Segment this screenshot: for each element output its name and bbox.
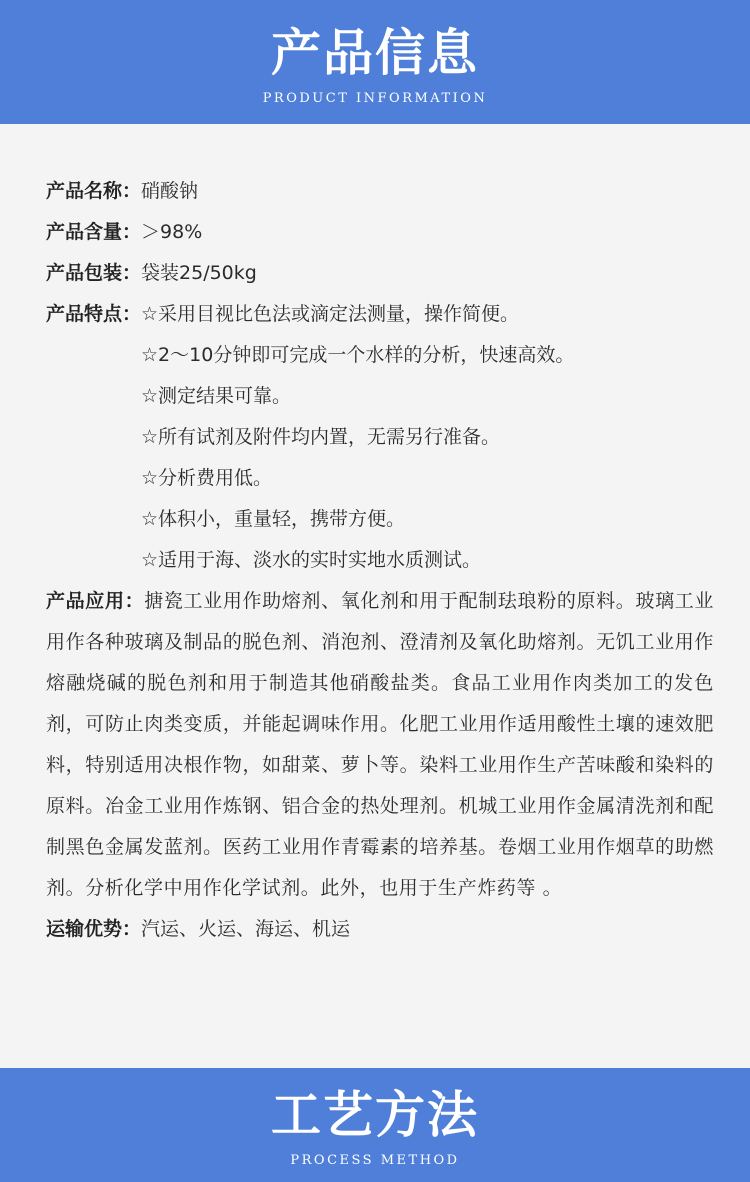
process-method-banner: [0, 1068, 750, 1182]
product-package-value: 袋装25/50kg: [141, 262, 257, 284]
product-content-row: [46, 212, 714, 253]
product-application-label: 产品应用：: [46, 590, 145, 612]
product-name-label: 产品名称：: [46, 180, 142, 202]
feature-item: ☆所有试剂及附件均内置，无需另行准备。: [141, 426, 501, 448]
product-name-value: 硝酸钠: [141, 180, 199, 202]
feature-item: ☆适用于海、淡水的实时实地水质测试。: [141, 549, 482, 571]
product-information-banner: [0, 0, 750, 124]
section-subtitle: PROCESS METHOD: [290, 1153, 460, 1168]
product-package-row: [46, 253, 714, 294]
product-package-label: 产品包装：: [46, 262, 142, 284]
section-subtitle: PRODUCT INFORMATION: [262, 91, 488, 106]
transport-value: 汽运、火运、海运、机运: [141, 918, 351, 940]
transport-row: [46, 909, 714, 950]
product-features-label: 产品特点：: [46, 303, 142, 325]
feature-item: ☆分析费用低。: [141, 467, 273, 489]
product-application-row: [46, 581, 714, 909]
features-list: [141, 294, 574, 581]
feature-item: ☆采用目视比色法或滴定法测量，操作简便。: [141, 303, 520, 325]
product-content-value: ＞98%: [141, 221, 203, 243]
section-title: 产品信息: [271, 23, 479, 82]
product-application-text: 搪瓷工业用作助熔剂、氧化剂和用于配制珐琅粉的原料。玻璃工业用作各种玻璃及制品的脱色剂、消泡剂、澄清剂及氧化助熔剂。无饥工业用作熔融烧碱的脱色剂和用于制造其他硝酸盐类。食品工业用作肉类加工的发色剂，可防止肉类变质，并能起调味作用。化肥工业用作适用酸性土壤的速效肥料，特别适用决根作物，如甜菜、萝卜等。染料工业用作生产苦味酸和染料的原料。冶金工业用作炼钢、铝合金的热处理剂。机城工业用作金属清洗剂和配制黑色金属发蓝剂。医药工业用作青霉素的培养基。卷烟工业用作烟草的助燃剂。分析化学中用作化学试剂。此外，也用于生产炸药等 。: [46, 590, 714, 899]
transport-label: 运输优势：: [46, 918, 142, 940]
feature-item: ☆测定结果可靠。: [141, 385, 292, 407]
product-name-row: [46, 171, 714, 212]
feature-item: ☆2～10分钟即可完成一个水样的分析，快速高效。: [141, 344, 575, 366]
section-title: 工艺方法: [271, 1085, 479, 1144]
product-features-row: [46, 294, 714, 581]
product-content-label: 产品含量：: [46, 221, 142, 243]
feature-item: ☆体积小，重量轻，携带方便。: [141, 508, 406, 530]
product-details: [46, 171, 714, 950]
